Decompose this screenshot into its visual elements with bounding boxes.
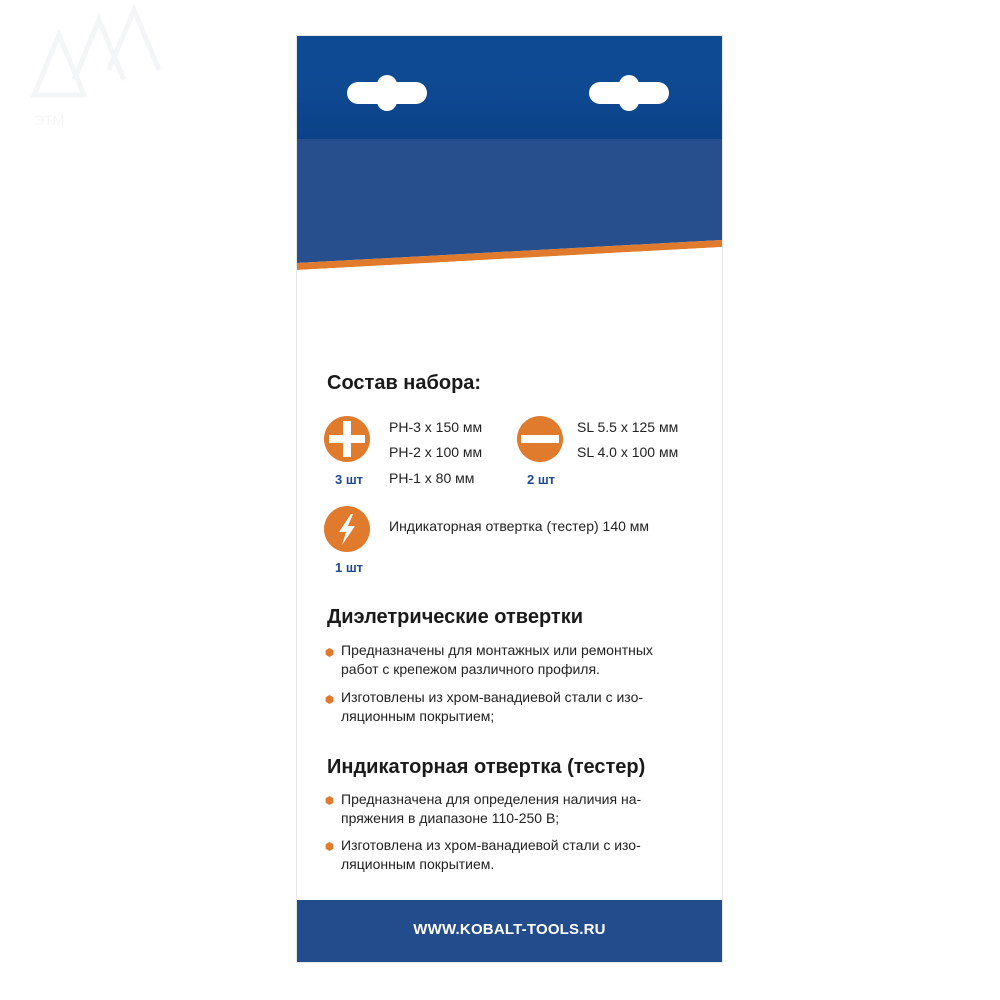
hexagon-bullet-icon — [325, 842, 334, 851]
website-link[interactable]: WWW.KOBALT-TOOLS.RU — [413, 921, 606, 938]
hexagon-bullet-icon — [325, 648, 334, 657]
lightning-icon — [323, 505, 371, 553]
kit-item: SL 5.5 x 125 мм — [577, 419, 679, 435]
kit-title: Состав набора: — [327, 372, 482, 394]
tester-title: Индикаторная отвертка (тестер) — [327, 756, 646, 778]
kit-item: PH-2 x 100 мм — [389, 444, 483, 460]
qty-tester: 1 шт — [335, 560, 364, 575]
kit-item: PH-1 x 80 мм — [389, 470, 475, 486]
dielectric-bullet-text: Предназначены для монтажных или ремонтных работ с крепежом различного профиля. — [341, 642, 653, 677]
packaging-card — [297, 36, 722, 962]
phillips-icon — [323, 415, 371, 463]
tester-bullet-text: Изготовлена из хром-ванадиевой стали с изо- ляционным покрытием. — [341, 837, 641, 872]
footer-bar — [297, 900, 722, 962]
card-header — [297, 36, 722, 139]
tester-bullet-text: Предназначена для определения наличия на- пряжения в диапазоне 110-250 В; — [341, 791, 642, 826]
hang-hole-right — [589, 82, 669, 104]
kit-item: SL 4.0 x 100 мм — [577, 444, 679, 460]
dielectric-bullet-text: Изготовлены из хром-ванадиевой стали с изо- ляционным покрытием; — [341, 689, 644, 724]
card-band — [297, 139, 722, 279]
hexagon-bullet-icon — [325, 695, 334, 704]
dielectric-title: Диэлетрические отвертки — [327, 606, 583, 628]
qty-slotted: 2 шт — [527, 472, 556, 487]
hexagon-bullet-icon — [325, 796, 334, 805]
kit-item: Индикаторная отвертка (тестер) 140 мм — [389, 518, 650, 534]
slotted-icon — [516, 415, 564, 463]
qty-phillips: 3 шт — [335, 472, 364, 487]
hang-hole-left — [347, 82, 427, 104]
kit-item: PH-3 x 150 мм — [389, 419, 483, 435]
svg-text:ЭТМ: ЭТМ — [34, 112, 65, 128]
watermark-logo — [14, 0, 164, 130]
